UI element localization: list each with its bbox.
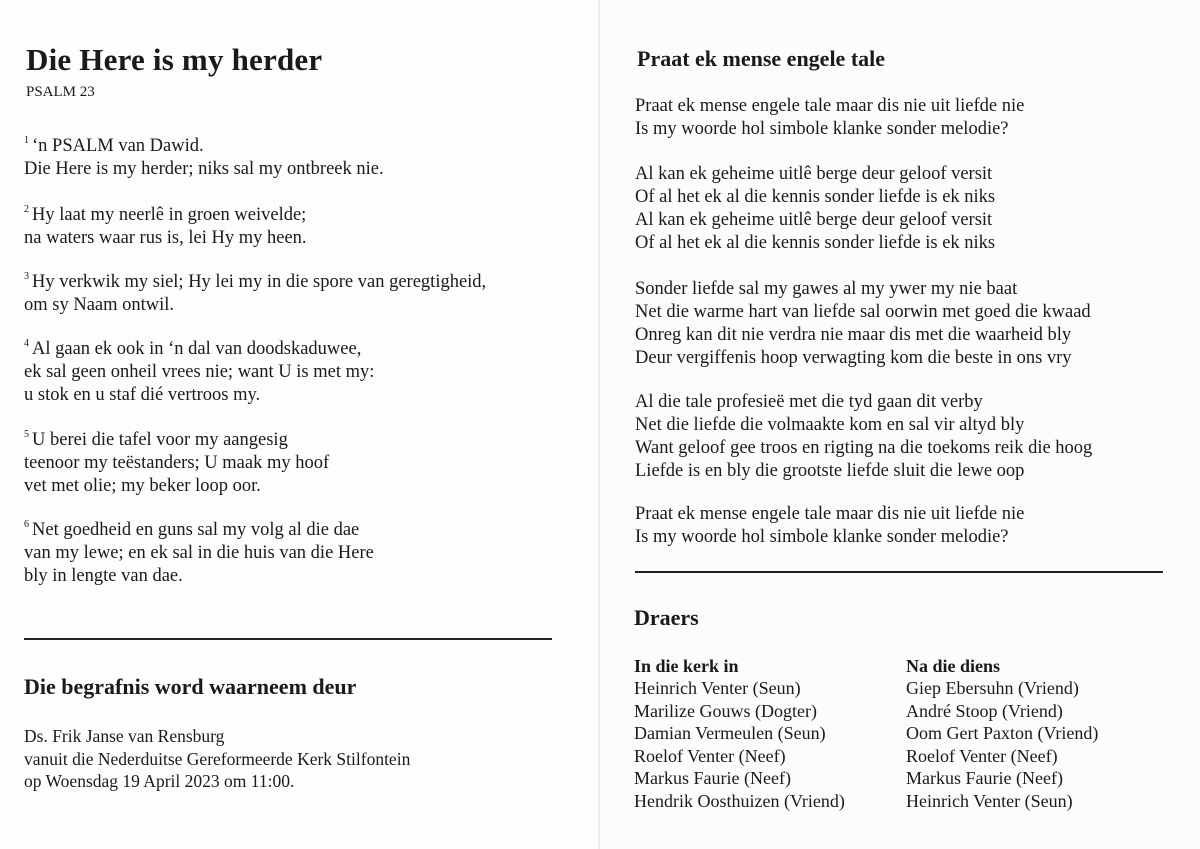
bearer-name: Roelof Venter (Neef) <box>906 745 1058 766</box>
song-line: Praat ek mense engele tale maar dis nie uit liefde nie <box>635 96 1025 116</box>
song-heading: Praat ek mense engele tale <box>637 46 886 71</box>
bearer-name: Giep Ebersuhn (Vriend) <box>906 678 1079 698</box>
song-line: Of al het ek al die kennis sonder liefde is ek niks <box>635 187 996 207</box>
verse-line: teenoor my teëstanders; U maak my hoof <box>24 453 330 474</box>
verse-line: om sy Naam ontwil. <box>24 295 175 316</box>
song-stanza-2 <box>635 163 995 255</box>
verse-line: Hy verkwik my siel; Hy lei my in die spore van geregtigheid, <box>32 272 487 293</box>
funeral-details <box>24 725 410 793</box>
song-line: Is my woorde hol simbole klanke sonder melodie? <box>635 527 1009 547</box>
right-page <box>600 0 1200 849</box>
bearers-after-column <box>906 655 1098 813</box>
song-line: Al die tale profesieë met die tyd gaan dit verby <box>635 392 983 412</box>
bearer-name: Markus Faurie (Neef) <box>634 768 791 789</box>
bearer-name: Marilize Gouws (Dogter) <box>634 700 817 721</box>
verse-line: bly in lengte van dae. <box>24 566 183 587</box>
song-stanza-4 <box>635 391 1092 483</box>
song-line: Praat ek mense engele tale maar dis nie uit liefde nie <box>635 504 1025 524</box>
psalm-reference: PSALM 23 <box>26 84 95 100</box>
song-line: Deur vergiffenis hoop verwagting kom die beste in ons vry <box>635 348 1072 368</box>
bearers-heading: Draers <box>634 605 699 630</box>
verse-line: van my lewe; en ek sal in die huis van die Here <box>24 543 374 564</box>
verse-number: 5 <box>24 429 29 440</box>
song-line: Want geloof gee troos en rigting na die toekoms reik die hoog <box>635 438 1093 458</box>
funeral-line: Ds. Frik Janse van Rensburg <box>24 726 225 746</box>
psalm-verse-5 <box>24 424 329 498</box>
verse-number: 1 <box>24 135 29 146</box>
song-stanza-1 <box>635 95 1024 141</box>
verse-number: 6 <box>24 519 29 530</box>
verse-line: Die Here is my herder; niks sal my ontbreek nie. <box>24 159 384 180</box>
song-line: Sonder liefde sal my gawes al my ywer my nie baat <box>635 279 1018 299</box>
song-line: Al kan ek geheime uitlê berge deur geloof versit <box>635 210 993 230</box>
song-line: Of al het ek al die kennis sonder liefde is ek niks <box>635 233 996 253</box>
song-stanza-3 <box>635 278 1091 370</box>
verse-line: na waters waar rus is, lei Hy my heen. <box>24 228 307 249</box>
song-line: Liefde is en bly die grootste liefde sluit die lewe oop <box>635 461 1025 481</box>
verse-line: Net goedheid en guns sal my volg al die dae <box>32 520 360 541</box>
section-divider <box>635 571 1163 573</box>
psalm-verse-4 <box>24 333 374 407</box>
verse-line: vet met olie; my beker loop oor. <box>24 476 261 497</box>
bearer-name: André Stoop (Vriend) <box>906 700 1063 721</box>
song-line: Al kan ek geheime uitlê berge deur geloof versit <box>635 164 993 184</box>
bearer-name: Hendrik Oosthuizen (Vriend) <box>634 790 845 811</box>
verse-line: U berei die tafel voor my aangesig <box>32 430 288 451</box>
psalm-verse-2 <box>24 199 307 250</box>
song-line: Net die warme hart van liefde sal oorwin met goed die kwaad <box>635 302 1091 322</box>
funeral-line: op Woensdag 19 April 2023 om 11:00. <box>24 771 295 791</box>
bearer-name: Oom Gert Paxton (Vriend) <box>906 723 1099 744</box>
bearer-name: Roelof Venter (Neef) <box>634 745 786 766</box>
verse-line: ‘n PSALM van Dawid. <box>32 136 204 157</box>
song-line: Net die liefde die volmaakte kom en sal vir altyd bly <box>635 415 1025 435</box>
psalm-verse-1 <box>24 130 384 181</box>
bearer-name: Markus Faurie (Neef) <box>906 768 1063 789</box>
verse-number: 4 <box>24 338 29 349</box>
verse-line: Al gaan ek ook in ‘n dal van doodskaduwee, <box>32 339 362 360</box>
verse-number: 3 <box>24 271 29 282</box>
verse-number: 2 <box>24 204 29 215</box>
funeral-heading: Die begrafnis word waarneem deur <box>24 674 357 699</box>
song-line: Is my woorde hol simbole klanke sonder melodie? <box>635 119 1009 139</box>
verse-line: Hy laat my neerlê in groen weivelde; <box>32 205 307 226</box>
verse-line: u stok en u staf dié vertroos my. <box>24 385 261 406</box>
song-stanza-5 <box>635 503 1024 549</box>
bearers-after-heading: Na die diens <box>906 656 1001 676</box>
bearer-name: Heinrich Venter (Seun) <box>906 790 1073 811</box>
section-divider <box>24 638 552 640</box>
bearer-name: Damian Vermeulen (Seun) <box>634 723 826 744</box>
bearers-church-column <box>634 655 845 813</box>
bearer-name: Heinrich Venter (Seun) <box>634 678 801 698</box>
psalm-verse-6 <box>24 514 374 588</box>
bearers-church-heading: In die kerk in <box>634 656 739 676</box>
verse-line: ek sal geen onheil vrees nie; want U is met my: <box>24 362 375 383</box>
funeral-line: vanuit die Nederduitse Gereformeerde Kerk Stilfontein <box>24 748 411 769</box>
psalm-verse-3 <box>24 266 486 317</box>
psalm-title: Die Here is my herder <box>26 42 323 77</box>
song-line: Onreg kan dit nie verdra nie maar dis met die waarheid bly <box>635 325 1072 345</box>
